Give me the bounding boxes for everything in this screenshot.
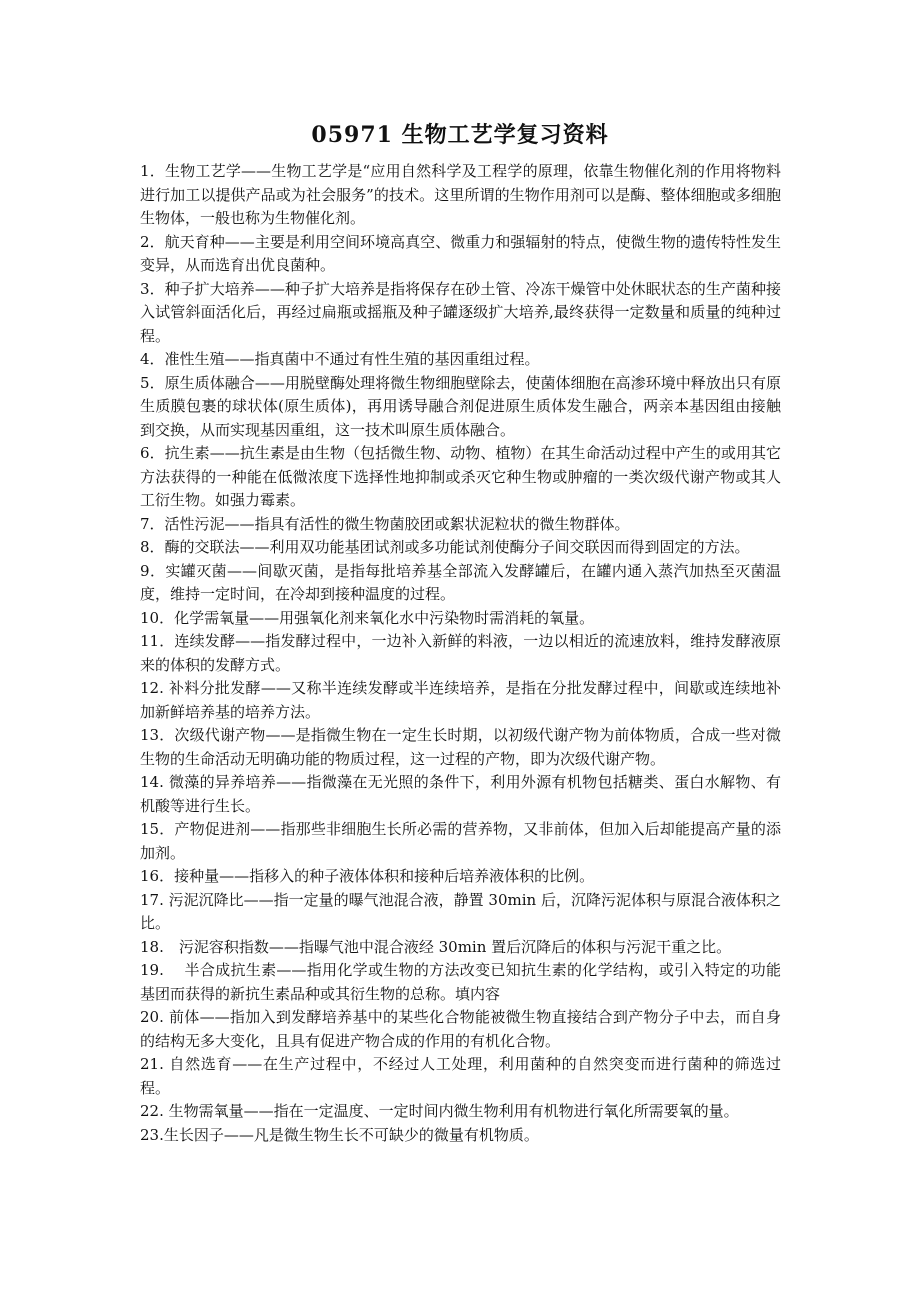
glossary-entry: 17. 污泥沉降比——指一定量的曝气池混合液，静置 30min 后，沉降污泥体积与原混合液体积之比。 bbox=[140, 890, 781, 932]
glossary-list bbox=[140, 160, 781, 1147]
glossary-entry: 22. 生物需氧量——指在一定温度、一定时间内微生物利用有机物进行氧化所需要氧的量。 bbox=[140, 1102, 739, 1120]
glossary-entry: 7．活性污泥——指具有活性的微生物菌胶团或絮状泥粒状的微生物群体。 bbox=[140, 514, 630, 533]
glossary-entry: 6．抗生素——抗生素是由生物（包括微生物、动物、植物）在其生命活动过程中产生的或用其它方法获得的一种能在低微浓度下选择性地抑制或杀灭它种生物或肿瘤的一类次级代谢产物或其人工衍生物。如强力霉素。 bbox=[140, 444, 781, 509]
glossary-entry: 5．原生质体融合——用脱壁酶处理将微生物细胞壁除去，使菌体细胞在高渗环境中释放出只有原生质膜包裹的球状体(原生质体)，再用诱导融合剂促进原生质体发生融合，两亲本基因组由接触到交换，从而实现基因重组，这一技术叫原生质体融合。 bbox=[140, 373, 781, 439]
glossary-entry: 3．种子扩大培养——种子扩大培养是指将保存在砂土管、冷冻干燥管中处休眠状态的生产菌种接入试管斜面活化后，再经过扁瓶或摇瓶及种子罐逐级扩大培养,最终获得一定数量和质量的纯种过程。 bbox=[140, 279, 781, 345]
document-title: 05971 生物工艺学复习资料 bbox=[311, 122, 609, 148]
glossary-entry: 2．航天育种——主要是利用空间环境高真空、微重力和强辐射的特点，使微生物的遗传特性发生变异，从而选育出优良菌种。 bbox=[140, 232, 781, 274]
glossary-entry: 11．连续发酵——指发酵过程中，一边补入新鲜的料液，一边以相近的流速放料，维持发酵液原来的体积的发酵方式。 bbox=[140, 632, 781, 674]
glossary-entry: 15．产物促进剂——指那些非细胞生长所必需的营养物，又非前体，但加入后却能提高产量的添加剂。 bbox=[140, 820, 781, 862]
glossary-entry: 4．准性生殖——指真菌中不通过有性生殖的基因重组过程。 bbox=[140, 350, 540, 368]
glossary-entry: 9．实罐灭菌——间歇灭菌，是指每批培养基全部流入发酵罐后，在罐内通入蒸汽加热至灭菌温度，维持一定时间，在冷却到接种温度的过程。 bbox=[140, 561, 781, 603]
glossary-entry: 1．生物工艺学——生物工艺学是“应用自然科学及工程学的原理，依靠生物催化剂的作用将物料进行加工以提供产品或为社会服务”的技术。这里所谓的生物作用剂可以是酶、整体细胞或多细胞生物体，一般也称为生物催化剂。 bbox=[140, 162, 781, 227]
glossary-entry: 14. 微藻的异养培养——指微藻在无光照的条件下，利用外源有机物包括糖类、蛋白水解物、有机酸等进行生长。 bbox=[140, 773, 781, 815]
glossary-entry: 21. 自然选育——在生产过程中，不经过人工处理，利用菌种的自然突变而进行菌种的筛选过程。 bbox=[140, 1055, 781, 1097]
glossary-entry: 18. 污泥容积指数——指曝气池中混合液经 30min 置后沉降后的体积与污泥干重之比。 bbox=[140, 937, 732, 956]
glossary-entry: 10．化学需氧量——用强氧化剂来氧化水中污染物时需消耗的氧量。 bbox=[140, 608, 595, 627]
glossary-entry: 13．次级代谢产物——是指微生物在一定生长时期，以初级代谢产物为前体物质，合成一些对微生物的生命活动无明确功能的物质过程，这一过程的产物，即为次级代谢产物。 bbox=[140, 726, 781, 768]
glossary-entry: 16．接种量——指移入的种子液体体积和接种后培养液体积的比例。 bbox=[140, 867, 595, 885]
glossary-entry: 20. 前体——指加入到发酵培养基中的某些化合物能被微生物直接结合到产物分子中去，而自身的结构无多大变化，且具有促进产物合成的作用的有机化合物。 bbox=[140, 1008, 781, 1050]
glossary-entry: 8．酶的交联法——利用双功能基团试剂或多功能试剂使酶分子间交联因而得到固定的方法。 bbox=[140, 538, 750, 556]
glossary-entry: 19. 半合成抗生素——指用化学或生物的方法改变已知抗生素的化学结构，或引入特定的功能基团而获得的新抗生素品种或其衍生物的总称。填内容 bbox=[140, 961, 781, 1003]
glossary-entry: 23.生长因子——凡是微生物生长不可缺少的微量有机物质。 bbox=[140, 1125, 539, 1144]
glossary-entry: 12. 补料分批发酵——又称半连续发酵或半连续培养，是指在分批发酵过程中，间歇或连续地补加新鲜培养基的培养方法。 bbox=[140, 679, 781, 721]
